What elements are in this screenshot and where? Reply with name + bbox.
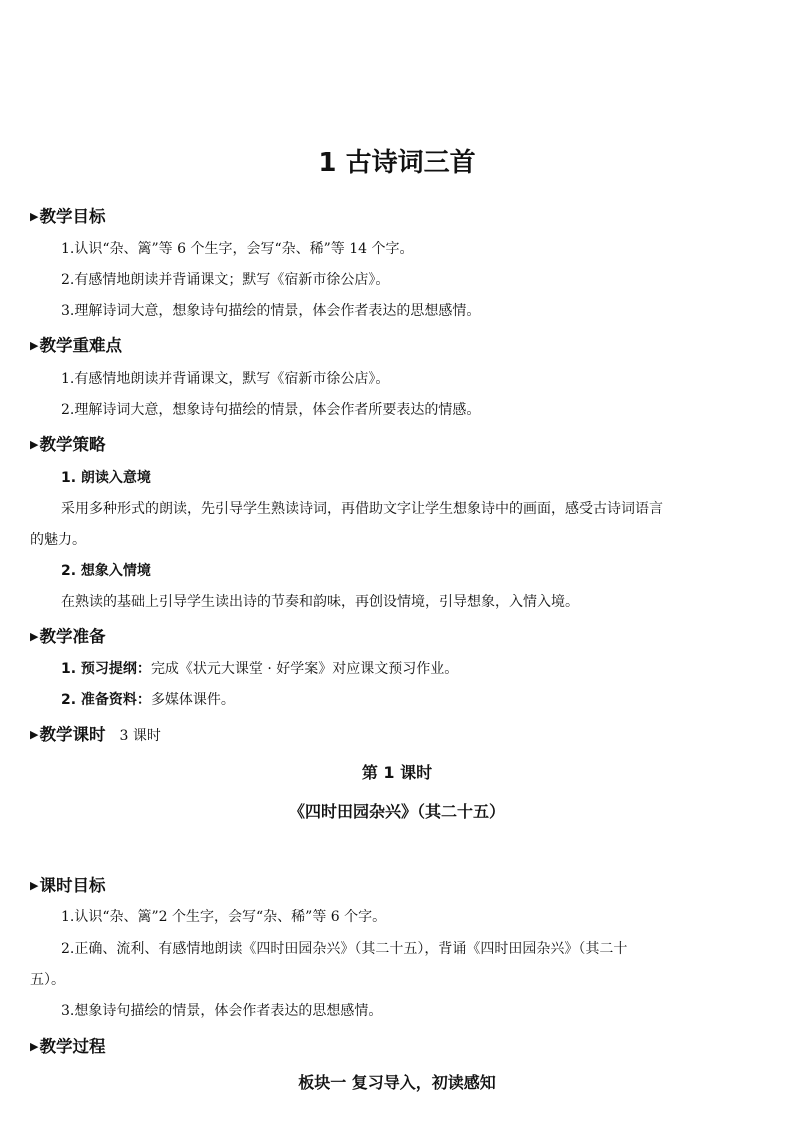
- lesson-objective-item-3: 3.想象诗句描绘的情景，体会作者表达的思想感情。: [61, 1003, 383, 1019]
- section-heading-hours: ▶教学课时 3 课时: [30, 725, 161, 744]
- key-point-item-2: 2.理解诗词大意，想象诗句描绘的情景，体会作者所要表达的情感。: [61, 402, 481, 418]
- strategy-subtitle-2: 2. 想象入情境: [61, 563, 151, 579]
- triangle-marker-icon: ▶: [30, 210, 39, 223]
- triangle-marker-icon: ▶: [30, 630, 39, 643]
- lesson-objective-item-2-cont: 五）。: [30, 972, 65, 988]
- block-title: 板块一 复习导入，初读感知: [298, 1073, 496, 1092]
- triangle-marker-icon: ▶: [30, 339, 39, 352]
- section-heading-process: ▶教学过程: [30, 1037, 106, 1056]
- section-heading-objectives: ▶教学目标: [30, 207, 106, 226]
- lesson-title: 第 1 课时: [361, 763, 433, 782]
- section-heading-strategy: ▶教学策略: [30, 435, 106, 454]
- objective-item-2: 2.有感情地朗读并背诵课文；默写《宿新市徐公店》。: [61, 272, 390, 288]
- preparation-item-2: 2. 准备资料：多媒体课件。: [61, 692, 235, 708]
- objective-item-3: 3.理解诗词大意，想象诗句描绘的情景，体会作者表达的思想感情。: [61, 303, 481, 319]
- lesson-objective-item-1: 1.认识“杂、篱”2 个生字，会写“杂、稀”等 6 个字。: [61, 909, 387, 925]
- hours-value: 3 课时: [119, 728, 161, 744]
- triangle-marker-icon: ▶: [30, 1040, 39, 1053]
- triangle-marker-icon: ▶: [30, 879, 39, 892]
- page-title: 1 古诗词三首: [318, 148, 476, 178]
- strategy-subtitle-1: 1. 朗读入意境: [61, 470, 151, 486]
- strategy-text-1-cont: 的魅力。: [30, 532, 86, 548]
- lesson-objective-item-2: 2.正确、流利、有感情地朗读《四时田园杂兴》（其二十五），背诵《四时田园杂兴》（其二十: [61, 941, 628, 957]
- strategy-text-2: 在熟读的基础上引导学生读出诗的节奏和韵味，再创设情境，引导想象，入情入境。: [61, 594, 579, 610]
- section-heading-preparation: ▶教学准备: [30, 627, 106, 646]
- triangle-marker-icon: ▶: [30, 438, 39, 451]
- objective-item-1: 1.认识“杂、篱”等 6 个生字，会写“杂、稀”等 14 个字。: [61, 241, 414, 257]
- section-heading-key-points: ▶教学重难点: [30, 336, 122, 355]
- strategy-text-1: 采用多种形式的朗读，先引导学生熟读诗词，再借助文字让学生想象诗中的画面，感受古诗词语言: [61, 501, 663, 517]
- section-heading-lesson-objectives: ▶课时目标: [30, 876, 106, 895]
- poem-title: 《四时田园杂兴》（其二十五）: [288, 802, 505, 821]
- preparation-item-1: 1. 预习提纲：完成《状元大课堂 · 好学案》对应课文预习作业。: [61, 661, 459, 677]
- triangle-marker-icon: ▶: [30, 728, 39, 741]
- key-point-item-1: 1.有感情地朗读并背诵课文，默写《宿新市徐公店》。: [61, 371, 390, 387]
